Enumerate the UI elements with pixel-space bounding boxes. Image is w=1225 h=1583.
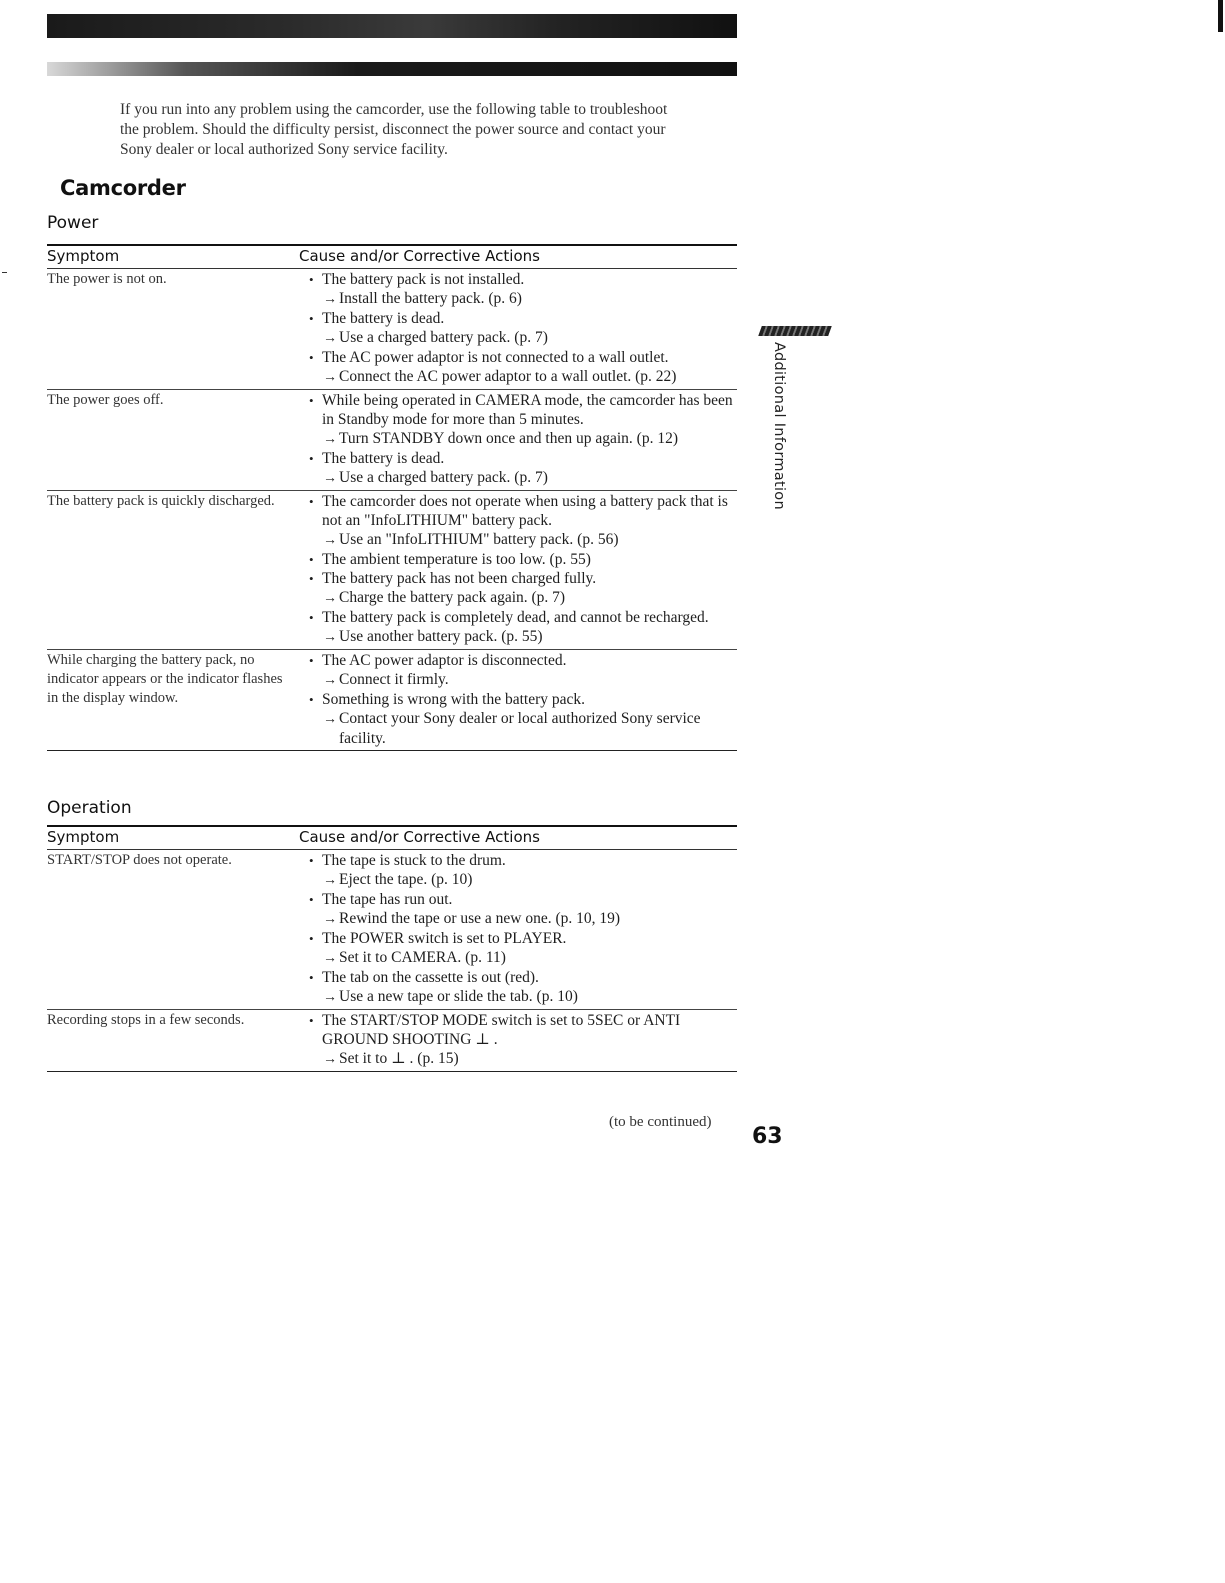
section-tab-marker <box>758 326 832 336</box>
cause-item: • The AC power adaptor is not connected to a wall outlet. <box>309 348 737 367</box>
cause-header: Cause and/or Corrective Actions <box>299 247 540 265</box>
corrective-action: → Use a charged battery pack. (p. 7) <box>309 328 737 348</box>
cause-item: • The battery pack is not installed. <box>309 270 737 289</box>
symptom-header: Symptom <box>47 247 120 265</box>
operation-table-header <box>47 825 737 850</box>
actions-cell <box>297 1011 737 1069</box>
actions-cell <box>297 270 737 387</box>
operation-table <box>47 825 737 1072</box>
power-table-body <box>47 269 737 751</box>
corrective-action: → Set it to ⊥ . (p. 15) <box>309 1049 737 1069</box>
cause-item: • The AC power adaptor is disconnected. <box>309 651 737 670</box>
power-table <box>47 244 737 751</box>
page-edge-mark <box>1218 0 1223 32</box>
actions-cell <box>297 391 737 488</box>
corrective-action: → Use another battery pack. (p. 55) <box>309 627 737 647</box>
table-row <box>47 650 737 751</box>
header-rule <box>47 62 737 76</box>
corrective-action: → Connect the AC power adaptor to a wall outlet. (p. 22) <box>309 367 737 387</box>
cause-item: • The battery is dead. <box>309 309 737 328</box>
symptom-cell: Recording stops in a few seconds. <box>47 1012 245 1028</box>
intro-paragraph: If you run into any problem using the camcorder, use the following table to troubleshoot the problem. Should the difficulty persist, disconnect the power source and contact your Sony dealer or local authorized Sony service facility. <box>120 101 668 158</box>
power-table-header <box>47 244 737 269</box>
continued-note: (to be continued) <box>609 1114 712 1130</box>
table-row <box>47 390 737 491</box>
actions-cell <box>297 651 737 748</box>
operation-subtitle: Operation <box>47 798 132 818</box>
symptom-cell: START/STOP does not operate. <box>47 852 232 868</box>
corrective-action: → Rewind the tape or use a new one. (p. 10, 19) <box>309 909 737 929</box>
page-number: 63 <box>752 1124 783 1149</box>
corrective-action: → Eject the tape. (p. 10) <box>309 870 737 890</box>
cause-item: • While being operated in CAMERA mode, the camcorder has been in Standby mode for more than 5 minutes. <box>309 391 737 429</box>
cause-item: • The battery pack is completely dead, and cannot be recharged. <box>309 608 737 627</box>
cause-item: • Something is wrong with the battery pack. <box>309 690 737 709</box>
symptom-cell: The battery pack is quickly discharged. <box>47 493 275 509</box>
operation-table-body <box>47 850 737 1072</box>
corrective-action: → Connect it firmly. <box>309 670 737 690</box>
cause-item: • The ambient temperature is too low. (p. 55) <box>309 550 737 569</box>
corrective-action: → Charge the battery pack again. (p. 7) <box>309 588 737 608</box>
power-subtitle: Power <box>47 213 99 233</box>
table-row <box>47 269 737 390</box>
corrective-action: → Contact your Sony dealer or local authorized Sony service facility. <box>309 709 737 748</box>
cause-item: • The battery is dead. <box>309 449 737 468</box>
actions-cell <box>297 492 737 647</box>
cause-header: Cause and/or Corrective Actions <box>299 828 540 846</box>
corrective-action: → Turn STANDBY down once and then up again. (p. 12) <box>309 429 737 449</box>
symptom-header: Symptom <box>47 828 120 846</box>
corrective-action: → Install the battery pack. (p. 6) <box>309 289 737 309</box>
cause-item: • The POWER switch is set to PLAYER. <box>309 929 737 948</box>
corrective-action: → Set it to CAMERA. (p. 11) <box>309 948 737 968</box>
table-row <box>47 1010 737 1072</box>
corrective-action: → Use a new tape or slide the tab. (p. 10) <box>309 987 737 1007</box>
corrective-action: → Use an "InfoLITHIUM" battery pack. (p. 56) <box>309 530 737 550</box>
side-section-label: Additional Information <box>771 342 787 510</box>
cause-item: • The tape is stuck to the drum. <box>309 851 737 870</box>
table-row <box>47 850 737 1010</box>
section-title: Camcorder <box>60 176 186 200</box>
cause-item: • The START/STOP MODE switch is set to 5SEC or ANTI GROUND SHOOTING ⊥ . <box>309 1011 737 1049</box>
actions-cell <box>297 851 737 1007</box>
symptom-cell: While charging the battery pack, no indicator appears or the indicator flashes in the display window. <box>47 652 283 706</box>
cause-item: • The tape has run out. <box>309 890 737 909</box>
symptom-cell: The power is not on. <box>47 271 167 287</box>
table-row <box>47 491 737 650</box>
header-bar <box>47 14 737 38</box>
cause-item: • The battery pack has not been charged fully. <box>309 569 737 588</box>
cause-item: • The camcorder does not operate when using a battery pack that is not an "InfoLITHIUM" battery pack. <box>309 492 737 530</box>
cause-item: • The tab on the cassette is out (red). <box>309 968 737 987</box>
symptom-cell: The power goes off. <box>47 392 164 408</box>
margin-tick <box>2 272 7 273</box>
corrective-action: → Use a charged battery pack. (p. 7) <box>309 468 737 488</box>
